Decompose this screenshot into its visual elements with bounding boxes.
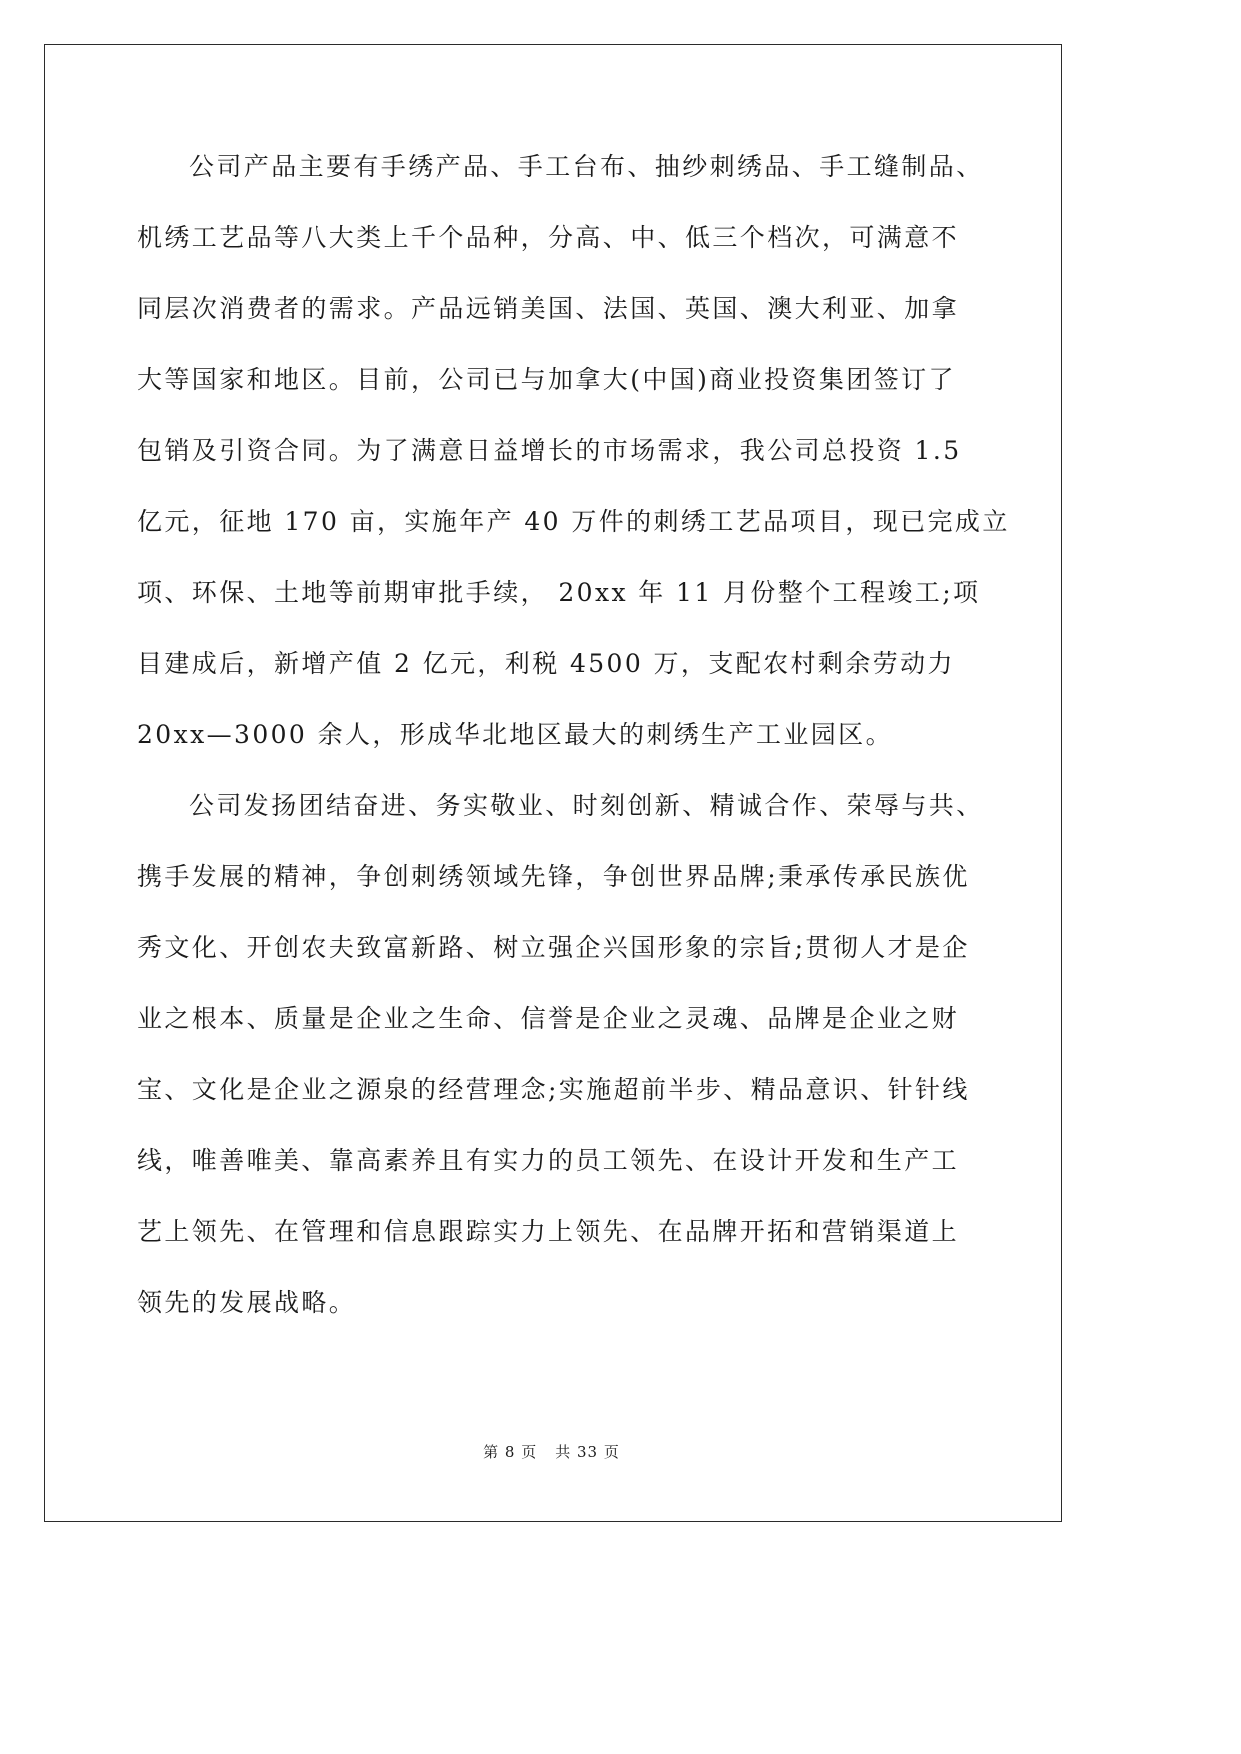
paragraph-1-line: 同层次消费者的需求。产品远销美国、法国、英国、澳大利亚、加拿 (137, 294, 960, 323)
paragraph-2-line: 宝、文化是企业之源泉的经营理念;实施超前半步、精品意识、针针线 (137, 1075, 970, 1104)
paragraph-1-line: 亿元，征地 170 亩，实施年产 40 万件的刺绣工艺品项目，现已完成立 (137, 507, 1010, 536)
paragraph-2-line: 线，唯善唯美、靠高素养且有实力的员工领先、在设计开发和生产工 (137, 1146, 960, 1175)
paragraph-2-line: 秀文化、开创农夫致富新路、树立强企兴国形象的宗旨;贯彻人才是企 (137, 933, 970, 962)
paragraph-1-line: 20xx—3000 余人，形成华北地区最大的刺绣生产工业园区。 (137, 720, 893, 749)
paragraph-1-line: 公司产品主要有手绣产品、手工台布、抽纱刺绣品、手工缝制品、 (189, 152, 984, 181)
page-number: 第 8 页 (483, 1443, 538, 1461)
page-footer (0, 1441, 1103, 1462)
paragraph-1-line: 大等国家和地区。目前，公司已与加拿大(中国)商业投资集团签订了 (137, 365, 956, 394)
paragraph-2-line: 领先的发展战略。 (137, 1288, 357, 1317)
paragraph-2-line: 公司发扬团结奋进、务实敬业、时刻创新、精诚合作、荣辱与共、 (189, 791, 984, 820)
page-total: 共 33 页 (555, 1443, 620, 1461)
paragraph-2-line: 艺上领先、在管理和信息跟踪实力上领先、在品牌开拓和营销渠道上 (137, 1217, 960, 1246)
paragraph-2-line: 业之根本、质量是企业之生命、信誉是企业之灵魂、品牌是企业之财 (137, 1004, 960, 1033)
document-body (137, 142, 1010, 1349)
paragraph-1-line: 机绣工艺品等八大类上千个品种，分高、中、低三个档次，可满意不 (137, 223, 960, 252)
paragraph-1-line: 目建成后，新增产值 2 亿元，利税 4500 万，支配农村剩余劳动力 (137, 649, 955, 678)
paragraph-2-line: 携手发展的精神，争创刺绣领域先锋，争创世界品牌;秉承传承民族优 (137, 862, 970, 891)
paragraph-1-line: 包销及引资合同。为了满意日益增长的市场需求，我公司总投资 1.5 (137, 436, 962, 465)
paragraph-1-line: 项、环保、土地等前期审批手续， 20xx 年 11 月份整个工程竣工;项 (137, 578, 981, 607)
